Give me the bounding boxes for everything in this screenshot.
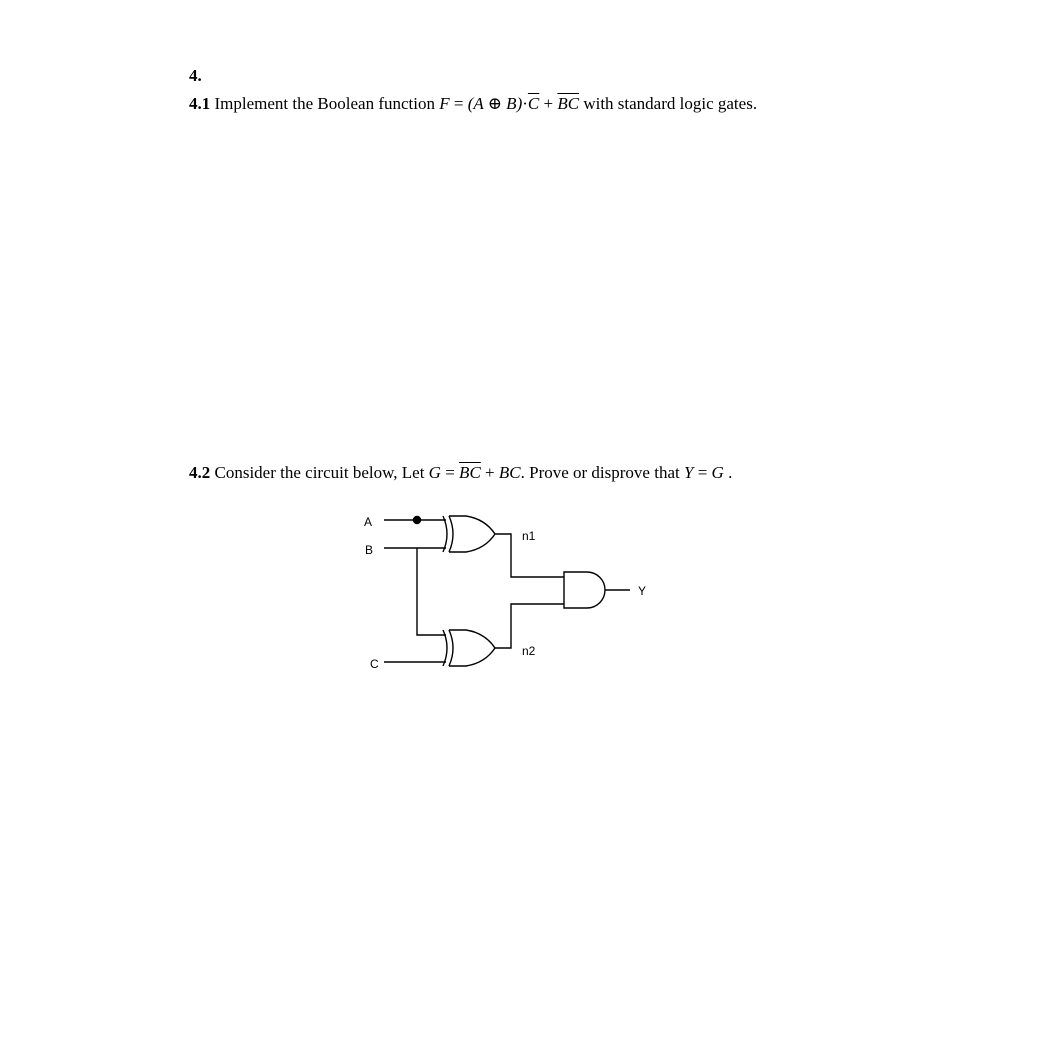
question-4-2: [189, 463, 732, 483]
question-4-2-text: Consider the circuit below, Let: [214, 463, 425, 482]
boolean-function-f: [439, 94, 583, 113]
input-label-a: A: [364, 515, 373, 529]
question-4-1: [189, 94, 757, 114]
input-label-b: B: [365, 543, 374, 557]
bc-complement: $\overline{BC}$: [557, 94, 580, 113]
dot-operator: ·: [522, 94, 528, 113]
question-4-2-text-mid: . Prove or disprove that: [520, 463, 680, 482]
xor-gate-2: [443, 630, 495, 666]
boolean-function-g: [429, 463, 521, 482]
equals-sign: =: [697, 463, 708, 482]
f-symbol: F: [439, 94, 450, 113]
question-4-1-label: 4.1: [189, 94, 211, 113]
net-label-n1: n1: [522, 529, 536, 543]
xor-gate-1: [443, 516, 495, 552]
claim-y-equals-g: [684, 463, 724, 482]
question-number: 4.: [189, 66, 202, 85]
g-symbol: G: [428, 463, 441, 482]
question-4-1-text: Implement the Boolean function: [214, 94, 435, 113]
xor-term: (A ⊕ B): [467, 94, 523, 113]
question-4-1-text-end: with standard logic gates.: [583, 94, 758, 113]
c-complement: $\overline{C}$: [527, 94, 540, 113]
equals-sign: =: [453, 94, 464, 113]
wire-n2: [495, 604, 564, 648]
b-complement: $\overline{B}$: [459, 463, 470, 482]
g-symbol: G: [711, 463, 724, 482]
y-symbol: Y: [683, 463, 694, 482]
bc-term: BC: [498, 463, 521, 482]
plus-sign: +: [485, 463, 495, 482]
net-label-n2: n2: [522, 644, 536, 658]
junction-dot: [414, 517, 421, 524]
plus-sign: +: [543, 94, 554, 113]
and-gate: [564, 572, 605, 608]
question-4-2-label: 4.2: [189, 463, 211, 482]
wire-b-branch: [417, 548, 446, 635]
input-label-c: C: [370, 657, 379, 671]
output-label-y: Y: [638, 584, 647, 598]
logic-circuit-diagram: [340, 505, 670, 685]
c-complement: $\overline{C}$: [469, 463, 481, 482]
period: .: [728, 463, 733, 482]
equals-sign: =: [445, 463, 455, 482]
